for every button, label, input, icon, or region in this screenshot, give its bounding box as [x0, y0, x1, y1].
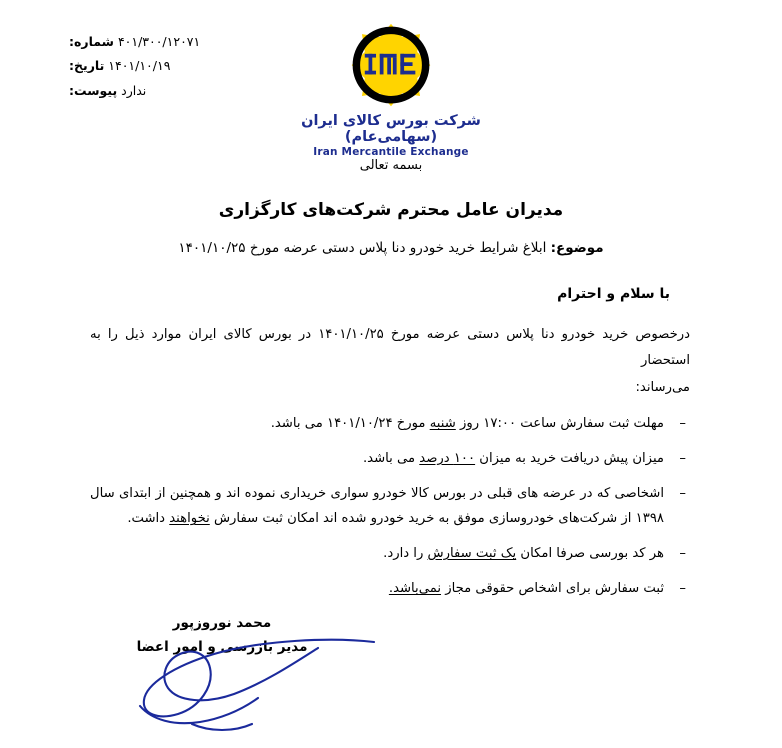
condition-text: می باشد.: [362, 450, 420, 466]
intro-paragraph-line1: درخصوص خرید خودرو دنا پلاس دستی عرضه مورخ ۱۴۰۱/۱۰/۲۵ در بورس کالای ایران موارد ذیل را به استحضار: [90, 327, 690, 368]
document-date-row: [69, 54, 284, 78]
subject-label: موضوع:: [550, 240, 604, 256]
ime-logo-icon: [343, 22, 439, 110]
condition-text: هر کد بورسی صرفا امکان: [516, 546, 664, 562]
document-attachment-row: [69, 79, 284, 103]
subject-line: [0, 240, 782, 256]
document-attachment-label: پیوست:: [69, 82, 118, 98]
document-date-label: تاریخ:: [69, 58, 105, 74]
emphasis-text: نخواهند: [169, 511, 210, 527]
condition-item: [90, 481, 664, 532]
letter-body: [90, 322, 690, 611]
document-number-label: شماره:: [69, 34, 114, 49]
condition-item: [90, 411, 664, 437]
document-meta: [69, 30, 284, 103]
emphasis-text: یک ثبت سفارش: [427, 546, 517, 562]
document-attachment-value: ندارد: [121, 82, 147, 98]
condition-text: را دارد.: [383, 546, 428, 562]
condition-text: میزان پیش دریافت خرید به میزان: [475, 450, 664, 466]
document-number-row: [69, 30, 284, 54]
condition-item: [90, 576, 664, 602]
condition-item: [90, 541, 664, 567]
signature-block: [102, 612, 342, 659]
addressee-heading: مدیران عامل محترم شرکت‌های کارگزاری: [218, 200, 564, 220]
condition-text: مورخ ۱۴۰۱/۱۰/۲۴ می باشد.: [270, 416, 430, 432]
greeting-text: با سلام و احترام: [557, 286, 670, 302]
document-number-value: ۴۰۱/۳۰۰/۱۲۰۷۱: [117, 34, 201, 49]
condition-text: داشت.: [127, 511, 170, 527]
intro-paragraph-line2: می‌رساند:: [635, 380, 690, 396]
signatory-title: مدیر بازرسی و امور اعضا: [136, 638, 308, 655]
emphasis-text: نمی‌باشد.: [388, 580, 442, 596]
organization-name-en: Iran Mercantile Exchange: [313, 146, 469, 158]
organization-logo: [261, 22, 521, 158]
basmala-text: بسمه تعالی: [359, 158, 423, 173]
organization-name-fa: شرکت بورس کالای ایران (سهامی‌عام): [301, 113, 481, 145]
subject-text: ابلاغ شرایط خرید خودرو دنا پلاس دستی عرضه مورخ ۱۴۰۱/۱۰/۲۵: [178, 240, 547, 256]
signatory-name: محمد نوروزپور: [172, 615, 272, 631]
conditions-list: [90, 411, 690, 601]
emphasis-text: ۱۰۰ درصد: [419, 450, 476, 466]
document-date-value: ۱۴۰۱/۱۰/۱۹: [108, 58, 171, 74]
condition-item: [90, 446, 664, 472]
condition-text: ثبت سفارش برای اشخاص حقوقی مجاز: [441, 580, 664, 596]
condition-text: مهلت ثبت سفارش ساعت ۱۷:۰۰ روز: [455, 416, 664, 432]
condition-text: اشخاصی که در عرضه های قبلی در بورس کالا خودرو سواری خریداری نموده اند و همچنین از ابتدای سال ۱۳۹۸ از شرکت‌های خودروسازی موفق به خرید خودرو شده اند امکان ثبت سفارش: [90, 485, 664, 527]
emphasis-text: شنبه: [429, 416, 456, 432]
